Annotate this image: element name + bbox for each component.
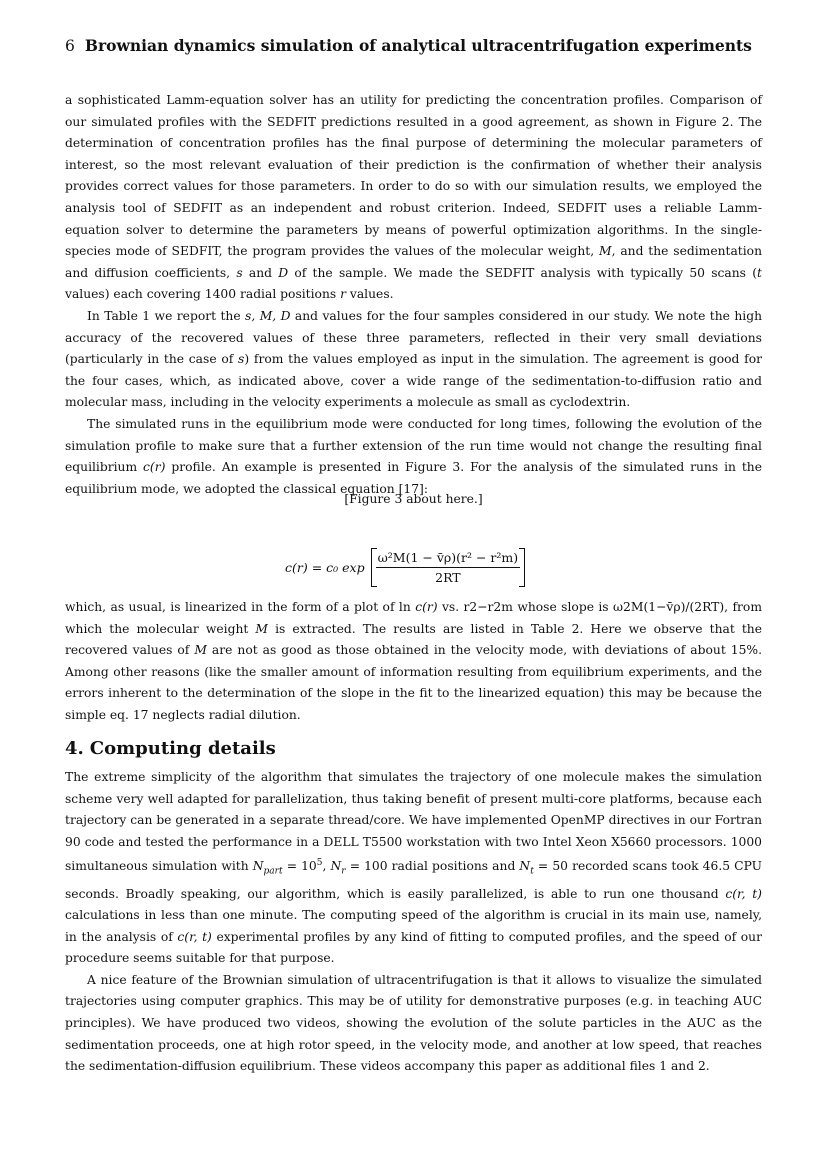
section-title-text: Computing details <box>89 738 276 759</box>
paragraph-5: The extreme simplicity of the algorithm that simulates the trajectory of one molecule makes the simulation scheme very well adapted for parallelization, thus taking benefit of present multi-core platforms, because each trajectory can be generated in a separate thread/core. We have implemented OpenMP directives in our Fortran 90 code and tested the performance in a DELL T5500 workstation with two Intel Xeon X5660 processors. 1000 simultaneous simulation with $N_{part} = 10^5$, $N_r = 100$ radial positions and $N_t = 50$ recorded scans took 46.5 CPU seconds. Broadly speaking, our algorithm, which is easily parallelized, is able to run one thousand c(r, t) calculations in less than one minute. The computing speed of the algorithm is crucial in its main use, namely, in the analysis of c(r, t) experimental profiles by any kind of fitting to computed profiles, and the speed of our procedure seems suitable for that purpose. <box>65 770 762 966</box>
equation <box>285 548 525 587</box>
paragraph-3: The simulated runs in the equilibrium mode were conducted for long times, following the evolution of the simulation profile to make sure that a further extension of the run time would not change the resulting final equilibrium c(r) profile. An example is presented in Figure 3. For the analysis of the simulated runs in the equilibrium mode, we adopted the classical equation [17]: <box>65 416 762 496</box>
section-number: 4. <box>65 738 84 759</box>
paragraph-4: which, as usual, is linearized in the form of a plot of ln c(r) vs. r2−r2m whose slope is ω2M(1−v̄ρ)/(2RT), from which the molecular weight M is extracted. The results are listed in Table 2. Here we observe that the recovered values of M are not as good as those obtained in the velocity mode, with deviations of about 15%. Among other reasons (like the smaller amount of information resulting from equilibrium experiments, and the errors inherent to the determination of the slope in the fit to the linearized equation) this may be because the simple eq. 17 neglects radial dilution. <box>65 600 762 722</box>
equation-denominator: 2RT <box>435 570 461 585</box>
section-heading <box>65 738 276 759</box>
page-number: 6 <box>65 37 75 55</box>
equation-numerator: ω²M(1 − v̄ρ)(r² − r²m) <box>376 550 521 568</box>
paragraph-1: a sophisticated Lamm-equation solver has an utility for predicting the concentration profiles. Comparison of our simulated profiles with the SEDFIT predictions resulted in a good agreement, as shown in Figure 2. The determination of concentration profiles has the final purpose of determining the molecular parameters of interest, so the most relevant evaluation of their prediction is the confirmation of whether their analysis provides correct values for those parameters. In order to do so with our simulation results, we employed the analysis tool of SEDFIT as an independent and robust criterion. Indeed, SEDFIT uses a reliable Lamm-equation solver to determine the parameters by means of powerful optimization algorithms. In the single-species mode of SEDFIT, the program provides the values of the molecular weight, M, and the sedimentation and diffusion coefficients, s and D of the sample. We made the SEDFIT analysis with typically 50 scans (t values) each covering 1400 radial positions r values. <box>65 93 762 302</box>
figure-placeholder: [Figure 3 about here.] <box>344 492 483 506</box>
header-title: Brownian dynamics simulation of analytical ultracentrifugation experiments <box>84 36 752 55</box>
body-block-3 <box>65 767 762 1078</box>
equation-lhs: c(r) = c₀ exp <box>285 560 365 575</box>
running-header <box>65 36 752 55</box>
equation-bracket <box>371 548 526 587</box>
paragraph-2: In Table 1 we report the s, M, D and values for the four samples considered in our study. We note the high accuracy of the recovered values of these three parameters, reflected in their very small deviations (particularly in the case of s) from the values employed as input in the simulation. The agreement is good for the four cases, which, as indicated above, cover a wide range of the sedimentation-to-diffusion ratio and molecular mass, including in the velocity experiments a molecule as small as cyclodextrin. <box>65 308 762 410</box>
equation-fraction <box>376 550 521 585</box>
body-block-2 <box>65 597 762 727</box>
body-block-1 <box>65 90 762 500</box>
paragraph-6: A nice feature of the Brownian simulation of ultracentrifugation is that it allows to visualize the simulated trajectories using computer graphics. This may be of utility for demonstrative purposes (e.g. in teaching AUC principles). We have produced two videos, showing the evolution of the solute particles in the AUC as the sedimentation proceeds, one at high rotor speed, in the velocity mode, and another at low speed, that reaches the sedimentation-diffusion equilibrium. These videos accompany this paper as additional files 1 and 2. <box>65 972 762 1074</box>
